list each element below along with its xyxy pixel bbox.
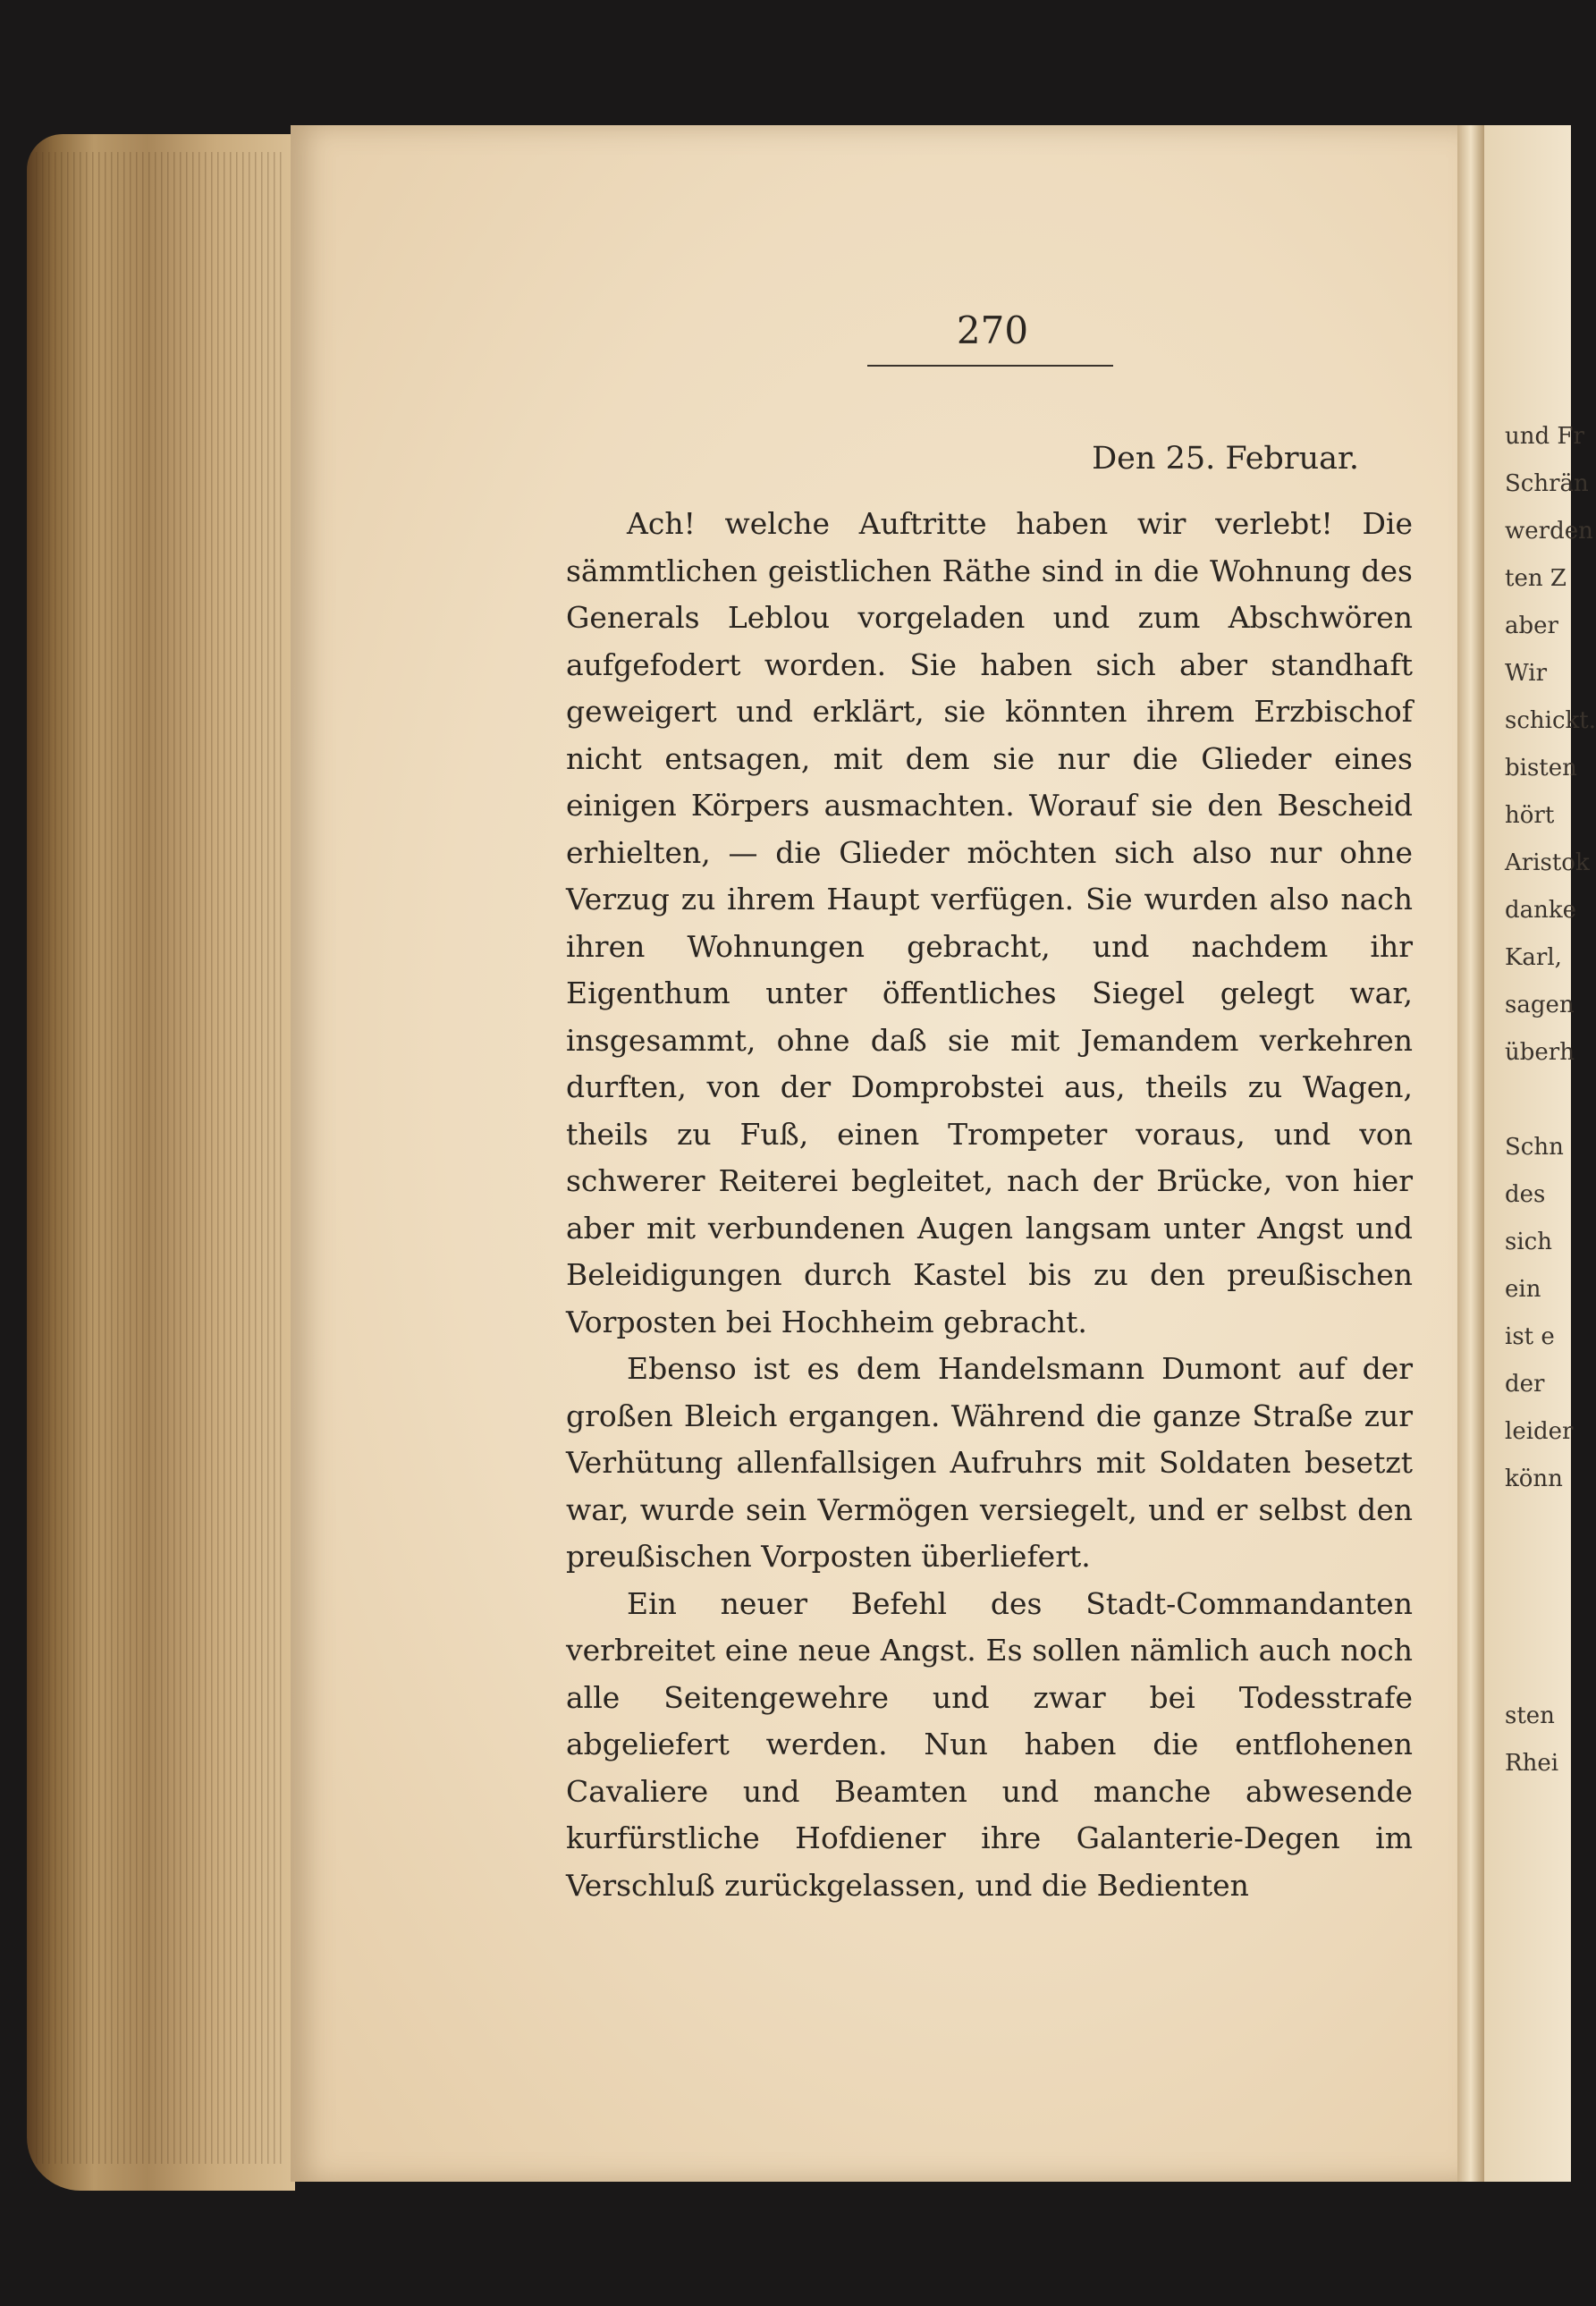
- right-page-fragments: [1505, 413, 1596, 1787]
- fragment-line: Karl,: [1505, 944, 1562, 971]
- fragment-line: der: [1505, 1371, 1545, 1398]
- fragment-line: schickt.: [1505, 707, 1596, 734]
- fragment-line: ein: [1505, 1276, 1541, 1303]
- fragment-line: Wir: [1505, 660, 1548, 687]
- date-line: Den 25. Februar.: [1092, 441, 1359, 477]
- fragment-line: [1505, 1598, 1576, 1645]
- fragment-line: Aristok: [1505, 849, 1590, 876]
- fragment-line: aber: [1505, 612, 1558, 639]
- paragraph-2: Ebenso ist es dem Handelsmann Dumont auf der großen Bleich ergangen. Während die ganze Straße zur Verhütung allenfallsigen Aufruhrs mit Soldaten besetzt war, wurde sein Vermögen versiegelt, und er selbst den preußischen Vorposten überliefert.: [566, 1351, 1413, 1574]
- body-text: [566, 501, 1413, 1909]
- fragment-line: könn: [1505, 1466, 1563, 1492]
- fragment-line: bisten: [1505, 755, 1577, 781]
- fragment-line: [1505, 1077, 1576, 1124]
- fragment-line: ist e: [1505, 1323, 1555, 1350]
- fragment-line: danke: [1505, 897, 1577, 924]
- fragment-line: Rhei: [1505, 1750, 1559, 1777]
- fragment-line: leider: [1505, 1418, 1574, 1445]
- fragment-line: ten Z: [1505, 565, 1566, 592]
- page-edge-lines: [36, 152, 286, 2164]
- fragment-line: sagen: [1505, 992, 1575, 1018]
- fragment-line: [1505, 1550, 1576, 1598]
- fragment-line: Schn: [1505, 1134, 1564, 1161]
- page-number: 270: [956, 308, 1029, 352]
- fragment-line: des: [1505, 1181, 1546, 1208]
- fragment-line: [1505, 1645, 1576, 1693]
- fragment-line: Schrän: [1505, 470, 1589, 497]
- fragment-line: hört: [1505, 802, 1555, 829]
- paragraph-3: Ein neuer Befehl des Stadt-Commandanten verbreitet eine neue Angst. Es sollen nämlich auch noch alle Seitengewehre und zwar bei Todesstrafe abgeliefert werden. Nun haben die entflohenen Cavaliere und Beamten und manche abwesende kurfürstliche Hofdiener ihre Galanterie-Degen im Verschluß zurückgelassen, und die Bedienten: [566, 1585, 1413, 1903]
- fragment-line: sich: [1505, 1229, 1552, 1255]
- fragment-line: überh: [1505, 1039, 1575, 1066]
- fragment-line: sten: [1505, 1702, 1555, 1729]
- header-rule: [867, 365, 1113, 367]
- fragment-line: [1505, 1503, 1576, 1550]
- fragment-line: und Fr: [1505, 423, 1584, 450]
- book-gutter: [1457, 125, 1484, 2182]
- fragment-line: werden: [1505, 518, 1593, 545]
- paragraph-1: Ach! welche Auftritte haben wir verlebt! Die sämmtlichen geistlichen Räthe sind in die Wohnung des Generals Leblou vorgeladen und zum Abschwören aufgefodert worden. Sie haben sich aber standhaft geweigert und erklärt, sie könnten ihrem Erzbischof nicht entsagen, mit dem sie nur die Glieder eines einigen Körpers ausmachten. Worauf sie den Bescheid erhielten, — die Glieder möchten sich also nur ohne Verzug zu ihrem Haupt verfügen. Sie wurden also nach ihren Wohnungen gebracht, und nachdem ihr Eigenthum unter öffentliches Siegel gelegt war, insgesammt, ohne daß sie mit Jemandem verkehren durften, von der Domprobstei aus, theils zu Wagen, theils zu Fuß, einen Trompeter voraus, und von schwerer Reiterei begleitet, nach der Brücke, von hier aber mit verbundenen Augen langsam unter Angst und Beleidigungen durch Kastel bis zu den preußischen Vorposten bei Hochheim gebracht.: [566, 506, 1413, 1339]
